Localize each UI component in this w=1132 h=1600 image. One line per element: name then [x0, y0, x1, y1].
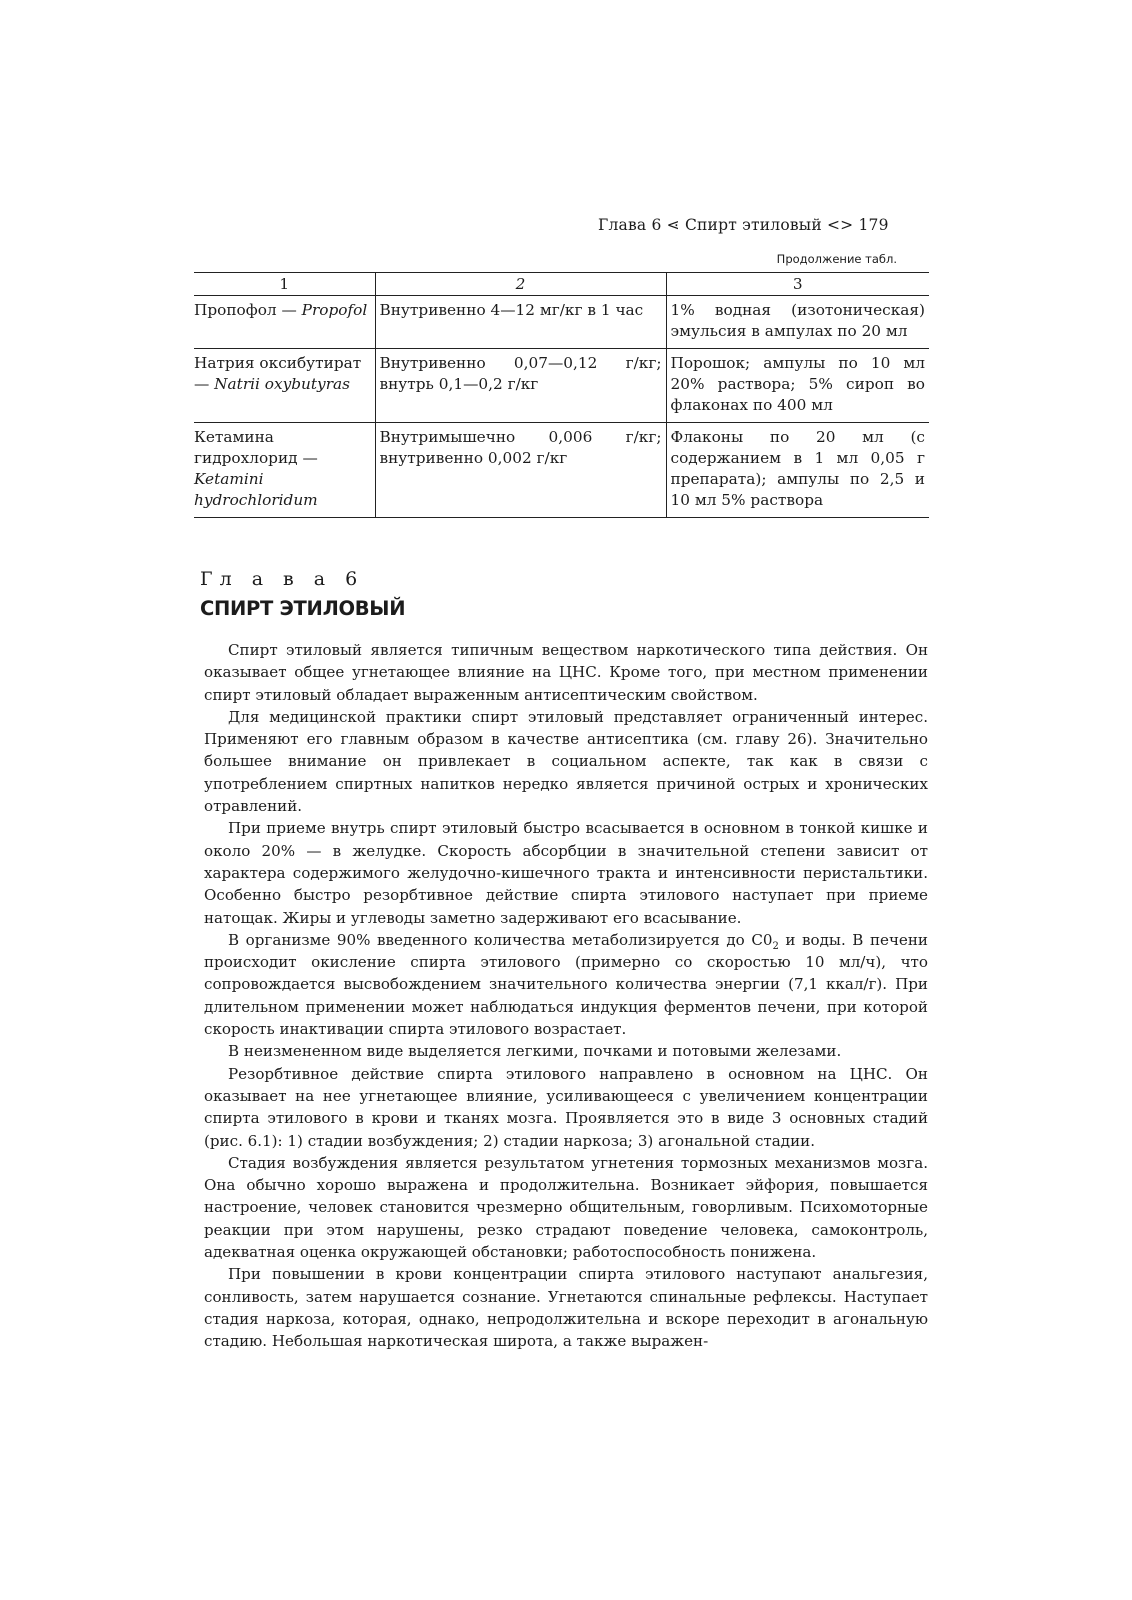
table-row	[194, 349, 929, 423]
form-cell: 1% водная (изотоническая) эмульсия в ампулах по 20 мл	[666, 296, 929, 349]
drug-name: Натрия оксибутират —	[194, 354, 362, 393]
chapter-title: СПИРТ ЭТИЛОВЫЙ	[200, 597, 406, 620]
chapter-label: Гл а в а 6	[200, 568, 365, 590]
paragraph: В неизмененном виде выделяется легкими, почками и потовыми железами.	[228, 1042, 842, 1061]
paragraph: Резорбтивное действие спирта этилового направлено в основном на ЦНС. Он оказывает на нее угнетающее влияние, усиливающееся с увеличением концентрации спирта этилового в крови и тканях мозга. Проявляется это в виде 3 основных стадий (рис. 6.1): 1) стадии возбуждения; 2) стадии наркоза; 3) агональной стадии.	[204, 1064, 928, 1150]
dosage-cell: Внутривенно 0,07—0,12 г/кг; внутрь 0,1—0,2 г/кг	[375, 349, 666, 423]
drug-name-cell	[194, 349, 375, 423]
form-cell: Порошок; ампулы по 10 мл 20% раствора; 5% сироп во флаконах по 400 мл	[666, 349, 929, 423]
drug-latin-name: Propofol	[301, 301, 368, 319]
paragraph: При приеме внутрь спирт этиловый быстро всасывается в основном в тонкой кишке и около 20% — в желудке. Скорость абсорбции в значительной степени зависит от характера содержимого желудочно-кишечного тракта и интенсивности перистальтики. Особенно быстро резорбтивное действие спирта этилового наступает при приеме натощак. Жиры и углеводы заметно задерживают его всасывание.	[204, 819, 928, 927]
column-header-3: 3	[666, 273, 929, 296]
column-header-2: 2	[375, 273, 666, 296]
running-head: Глава 6 ⋖ Спирт этиловый <> 179	[598, 216, 889, 234]
paragraph	[204, 929, 928, 1040]
body-text	[204, 639, 928, 1353]
form-cell: Флаконы по 20 мл (с содержанием в 1 мл 0,05 г препарата); ампулы по 2,5 и 10 мл 5% раствора	[666, 423, 929, 518]
column-header-1: 1	[194, 273, 375, 296]
paragraph: Стадия возбуждения является результатом угнетения тормозных механизмов мозга. Она обычно хорошо выражена и продолжительна. Возникает эйфория, повышается настроение, человек становится чрезмерно общительным, говорливым. Психомоторные реакции при этом нарушены, резко страдают поведение человека, самоконтроль, адекватная оценка окружающей обстановки; работоспособность понижена.	[204, 1153, 928, 1262]
paragraph: При повышении в крови концентрации спирта этилового наступают анальгезия, сонливость, затем нарушается сознание. Угнетаются спинальные рефлексы. Наступает стадия наркоза, которая, однако, непродолжительна и вскоре переходит в агональную стадию. Небольшая наркотическая широта, а также выражен-	[204, 1265, 928, 1351]
table-caption: Продолжение табл.	[776, 252, 897, 266]
paragraph: Спирт этиловый является типичным веществом наркотического типа действия. Он оказывает общее угнетающее влияние на ЦНС. Кроме того, при местном применении спирт этиловый обладает выраженным антисептическим свойством.	[204, 641, 928, 704]
dosage-cell: Внутримышечно 0,006 г/кг; внутривенно 0,002 г/кг	[375, 423, 666, 518]
drug-name: Пропофол —	[194, 301, 302, 319]
drug-latin-name: Ketamini hydrochloridum	[194, 470, 318, 509]
drug-name-cell	[194, 423, 375, 518]
drug-name-cell	[194, 296, 375, 349]
table-header-row	[194, 273, 929, 296]
drug-table	[194, 272, 929, 518]
dosage-cell: Внутривенно 4—12 мг/кг в 1 час	[375, 296, 666, 349]
table-row	[194, 296, 929, 349]
drug-name: Кетамина гидрохлорид —	[194, 428, 318, 467]
paragraph-part: В организме 90% введенного количества метаболизируется до С0	[228, 930, 773, 949]
paragraph-part: и воды. В печени происходит окисление спирта этилового (примерно со скоростью 10 мл/ч), что сопровождается высвобождением значительного количества энергии (7,1 ккал/г). При длительном применении может наблюдаться индукция ферментов печени, при которой скорость инактивации спирта этилового возрастает.	[204, 930, 928, 1039]
drug-latin-name: Natrii oxybutyras	[214, 375, 350, 393]
paragraph: Для медицинской практики спирт этиловый представляет ограниченный интерес. Применяют его главным образом в качестве антисептика (см. главу 26). Значительно большее внимание он привлекает в социальном аспекте, так как в связи с употреблением спиртных напитков нередко является причиной острых и хронических отравлений.	[204, 707, 928, 816]
subscript: 2	[772, 940, 779, 952]
table-row	[194, 423, 929, 518]
